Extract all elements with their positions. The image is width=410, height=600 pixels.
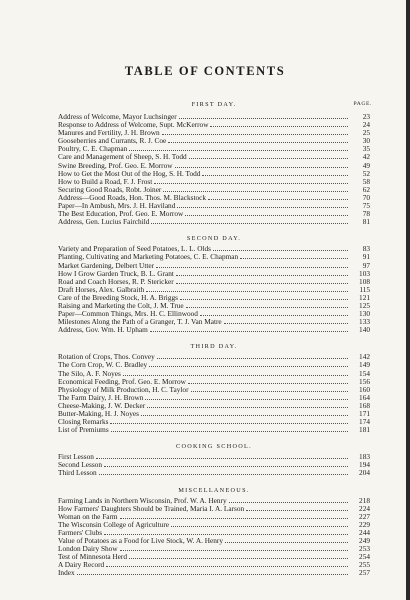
entry-title: Cheese-Making, J. W. Decker [58, 401, 146, 410]
entry-page-number: 115 [359, 285, 370, 294]
toc-entry[interactable] [58, 137, 370, 145]
entry-page-number: 78 [362, 210, 370, 219]
toc-entry[interactable] [58, 210, 370, 218]
entry-title: Farming Lands in Northern Wisconsin, Prof. W. A. Henry [58, 496, 227, 505]
entry-title: Butter-Making, H. J. Noyes [58, 410, 139, 418]
entry-title: Economical Feeding, Prof. Geo. E. Morrow [58, 377, 186, 386]
entry-page-number: 244 [359, 528, 370, 537]
dot-leader [104, 461, 348, 467]
dot-leader [120, 545, 348, 551]
dot-leader [189, 153, 348, 159]
dot-leader [225, 537, 348, 543]
dot-leader [99, 469, 348, 475]
section-gap [58, 334, 370, 342]
entry-title: Woman on the Farm [58, 512, 118, 521]
toc-entry[interactable] [58, 186, 370, 194]
toc-entry[interactable] [58, 162, 370, 170]
toc-entry[interactable] [58, 402, 370, 410]
section-gap [58, 434, 370, 442]
entry-title: Planting, Cultivating and Marketing Potatoes, C. E. Chapman [58, 253, 239, 262]
dot-leader [186, 302, 348, 308]
section-title: THIRD DAY. [190, 343, 238, 351]
entry-title: Address, Gen. Lucius Fairchild [58, 218, 150, 227]
dot-leader [176, 270, 348, 276]
entry-title: Swine Breeding, Prof. Geo. E. Morrow [58, 161, 173, 170]
entry-page-number: 130 [359, 310, 370, 319]
entry-title: The Farm Dairy, J. H. Brown [58, 393, 144, 402]
entry-title: Manures and Fertility, J. H. Brown [58, 129, 160, 138]
toc-entry[interactable] [58, 121, 370, 129]
dot-leader [110, 418, 348, 424]
toc-entry[interactable] [58, 294, 370, 302]
toc-entry[interactable] [58, 153, 370, 161]
entry-page-number: 164 [359, 393, 370, 402]
dot-leader [157, 353, 348, 359]
entry-title: Address—Good Roads, Hon. Thos. M. Blackstock [58, 193, 207, 202]
dot-leader [229, 497, 348, 503]
entry-title: Farmers' Clubs [58, 528, 103, 537]
entry-page-number: 42 [362, 153, 370, 162]
dot-leader [210, 121, 348, 127]
entry-page-number: 174 [359, 418, 370, 427]
dot-leader [171, 521, 348, 527]
entry-title: How I Grow Garden Truck, B. L. Grant [58, 269, 174, 278]
toc-entry[interactable] [58, 537, 370, 545]
toc-entry[interactable] [58, 561, 370, 569]
entry-page-number: 149 [359, 361, 370, 370]
toc-entry[interactable] [58, 386, 370, 394]
entry-page-number: 140 [359, 326, 370, 335]
section-title: MISCELLANEOUS. [178, 486, 250, 494]
toc-entry[interactable] [58, 353, 370, 361]
entry-page-number: 83 [362, 245, 370, 254]
toc-entry[interactable] [58, 194, 370, 202]
scan-edge [406, 0, 410, 600]
toc-entry[interactable] [58, 461, 370, 469]
toc-entry[interactable] [58, 202, 370, 210]
toc-entry[interactable] [58, 370, 370, 378]
entry-page-number: 91 [362, 253, 370, 262]
dot-leader [162, 129, 348, 135]
dot-leader [188, 378, 348, 384]
toc-entry[interactable] [58, 145, 370, 153]
entry-page-number: 24 [362, 121, 370, 130]
toc-entry[interactable] [58, 302, 370, 310]
entry-title: Rotation of Crops, Thos. Convey [58, 353, 155, 362]
entry-title: The Best Education, Prof. Geo. E. Morrow [58, 210, 184, 219]
dot-leader [156, 262, 348, 268]
dot-leader [141, 410, 348, 416]
entry-page-number: 255 [359, 561, 370, 570]
section-title: SECOND DAY. [186, 235, 242, 243]
entry-page-number: 183 [359, 453, 370, 462]
section-gap [58, 478, 370, 486]
toc-entry[interactable] [58, 469, 370, 477]
dot-leader [179, 113, 348, 119]
entry-list [58, 353, 370, 434]
dot-leader [104, 529, 348, 535]
dot-leader [146, 286, 348, 292]
entry-title: London Dairy Show [58, 545, 118, 554]
toc-entry[interactable] [58, 310, 370, 318]
dot-leader [129, 145, 348, 151]
section-title: COOKING SCHOOL. [176, 443, 252, 451]
section-title: FIRST DAY. [191, 101, 237, 108]
toc-entry[interactable] [58, 262, 370, 270]
toc-entry[interactable] [58, 426, 370, 434]
entry-title: Milestones Along the Path of a Granger, T. J. Van Matre [58, 318, 222, 327]
dot-leader [240, 253, 348, 259]
toc-section-miscellaneous [58, 486, 370, 578]
entry-page-number: 229 [359, 520, 370, 529]
entry-title: Paper—In Ambush, Mrs. J. H. Haviland [58, 202, 176, 211]
page-column-header: PAGE. [353, 101, 372, 107]
toc-section-cooking-school [58, 442, 370, 477]
entry-title: A Dairy Record [58, 561, 105, 570]
entry-title: Securing Good Roads, Robt. Joiner [58, 185, 162, 194]
dot-leader [246, 505, 348, 511]
entry-page-number: 70 [362, 193, 370, 202]
dot-leader [96, 453, 348, 459]
toc-entry[interactable] [58, 253, 370, 261]
entry-title: How to Get the Most Out of the Hog, S. H. Todd [58, 169, 201, 178]
entry-title: Raising and Marketing the Colt, J. M. True [58, 301, 184, 310]
entry-title: The Silo, A. F. Noyes [58, 369, 121, 378]
dot-leader [151, 218, 348, 224]
toc-entry[interactable] [58, 113, 370, 121]
entry-page-number: 181 [359, 426, 370, 435]
toc-entry[interactable] [58, 418, 370, 426]
dot-leader [208, 194, 348, 200]
dot-leader [150, 326, 348, 332]
toc-entry[interactable] [58, 513, 370, 521]
entry-page-number: 25 [362, 129, 370, 138]
entry-title: Value of Potatoes as a Food for Live Stock, W. A. Henry [58, 537, 223, 546]
dot-leader [120, 513, 348, 519]
entry-list [58, 453, 370, 477]
entry-list [58, 497, 370, 578]
dot-leader [154, 178, 348, 184]
entry-page-number: 218 [359, 496, 370, 505]
entry-page-number: 171 [359, 410, 370, 418]
entry-title: Draft Horses, Alex. Galbraith [58, 285, 145, 294]
entry-page-number: 253 [359, 545, 370, 554]
toc-entry[interactable] [58, 545, 370, 553]
entry-page-number: 58 [362, 177, 370, 186]
entry-title: The Wisconsin College of Agriculture [58, 520, 170, 529]
dot-leader [180, 294, 348, 300]
section-header-row [58, 100, 370, 111]
entry-page-number: 194 [359, 461, 370, 470]
entry-title: Poultry, C. E. Chapman [58, 145, 128, 154]
entry-title: Closing Remarks [58, 418, 109, 427]
entry-title: How to Build a Road, F. J. Frost [58, 177, 153, 186]
toc-entry[interactable] [58, 505, 370, 513]
toc-entry[interactable] [58, 129, 370, 137]
entry-page-number: 156 [359, 377, 370, 386]
entry-page-number: 23 [362, 113, 370, 121]
entry-page-number: 204 [359, 469, 370, 478]
entry-title: Paper—Common Things, Mrs. H. C. Ellinwood [58, 310, 198, 319]
dot-leader [224, 318, 348, 324]
toc-section-third-day [58, 342, 370, 434]
entry-title: Address of Welcome, Mayor Luchsinger [58, 113, 177, 121]
entry-title: Test of Minnesota Herd [58, 553, 127, 562]
entry-page-number: 142 [359, 353, 370, 362]
section-gap [58, 226, 370, 234]
toc-entry[interactable] [58, 318, 370, 326]
toc-entry[interactable] [58, 218, 370, 226]
entry-title: Variety and Preparation of Seed Potatoes, L. L. Olds [58, 245, 211, 254]
dot-leader [200, 310, 348, 316]
entry-title: Road and Coach Horses, R. P. Stericker [58, 277, 174, 286]
toc-entry[interactable] [58, 278, 370, 286]
entry-page-number: 160 [359, 385, 370, 394]
entry-title: First Lesson [58, 453, 94, 462]
entry-title: Gooseberries and Currants, R. J. Coe [58, 137, 167, 146]
toc-entry[interactable] [58, 394, 370, 402]
entry-page-number: 103 [359, 269, 370, 278]
toc-entry[interactable] [58, 270, 370, 278]
dot-leader [129, 553, 348, 559]
dot-leader [176, 278, 348, 284]
entry-title: Address, Gov. Wm. H. Upham [58, 326, 148, 335]
entry-title: Index [58, 569, 75, 578]
entry-title: Third Lesson [58, 469, 97, 478]
dot-leader [145, 394, 348, 400]
entry-title: Market Gardening, Delbert Utter [58, 261, 155, 270]
entry-page-number: 133 [359, 318, 370, 327]
toc-section-second-day [58, 234, 370, 334]
entry-title: How Farmers' Daughters Should be Trained, Maria I. A. Larson [58, 504, 245, 513]
entry-page-number: 81 [362, 218, 370, 227]
entry-page-number: 168 [359, 401, 370, 410]
dot-leader [185, 210, 348, 216]
dot-leader [175, 162, 348, 168]
dot-leader [191, 386, 349, 392]
dot-leader [202, 170, 348, 176]
entry-page-number: 49 [362, 161, 370, 170]
entry-title: Care and Management of Sheep, S. H. Todd [58, 153, 187, 162]
entry-page-number: 257 [359, 569, 370, 578]
entry-title: Response to Address of Welcome, Supt. McKerrow [58, 121, 209, 130]
toc-entry[interactable] [58, 410, 370, 418]
toc-section-first-day [58, 100, 370, 226]
toc-entry[interactable] [58, 529, 370, 537]
toc-entry[interactable] [58, 286, 370, 294]
entry-title: Care of the Breeding Stock, H. A. Briggs [58, 293, 178, 302]
entry-page-number: 35 [362, 145, 370, 154]
entry-page-number: 108 [359, 277, 370, 286]
toc-entry[interactable] [58, 378, 370, 386]
toc-entry[interactable] [58, 245, 370, 253]
entry-title: The Corn Crop, W. C. Bradley [58, 361, 148, 370]
entry-page-number: 75 [362, 202, 370, 211]
entry-page-number: 254 [359, 553, 370, 562]
entry-page-number: 249 [359, 537, 370, 546]
entry-list [58, 245, 370, 334]
dot-leader [213, 245, 348, 251]
table-of-contents [58, 100, 370, 578]
dot-leader [106, 561, 348, 567]
toc-entry[interactable] [58, 553, 370, 561]
entry-page-number: 125 [359, 301, 370, 310]
dot-leader [147, 402, 348, 408]
toc-entry[interactable] [58, 453, 370, 461]
toc-entry[interactable] [58, 521, 370, 529]
entry-page-number: 154 [359, 369, 370, 378]
entry-page-number: 224 [359, 504, 370, 513]
dot-leader [177, 202, 348, 208]
dot-leader [111, 426, 348, 432]
entry-page-number: 97 [362, 261, 370, 270]
dot-leader [77, 569, 348, 575]
toc-entry[interactable] [58, 170, 370, 178]
dot-leader [123, 370, 348, 376]
toc-entry[interactable] [58, 569, 370, 577]
entry-page-number: 30 [362, 137, 370, 146]
entry-page-number: 121 [359, 293, 370, 302]
entry-page-number: 52 [362, 169, 370, 178]
page-title: TABLE OF CONTENTS [124, 64, 286, 78]
toc-entry[interactable] [58, 361, 370, 369]
entry-title: Second Lesson [58, 461, 102, 470]
toc-entry[interactable] [58, 178, 370, 186]
dot-leader [163, 186, 348, 192]
entry-title: Physiology of Milk Production, H. C. Taylor [58, 385, 189, 394]
dot-leader [168, 137, 348, 143]
dot-leader [149, 361, 348, 367]
entry-list [58, 113, 370, 226]
entry-page-number: 62 [362, 185, 370, 194]
toc-entry[interactable] [58, 326, 370, 334]
toc-entry[interactable] [58, 497, 370, 505]
entry-title: List of Premiums [58, 426, 109, 435]
entry-page-number: 227 [359, 512, 370, 521]
